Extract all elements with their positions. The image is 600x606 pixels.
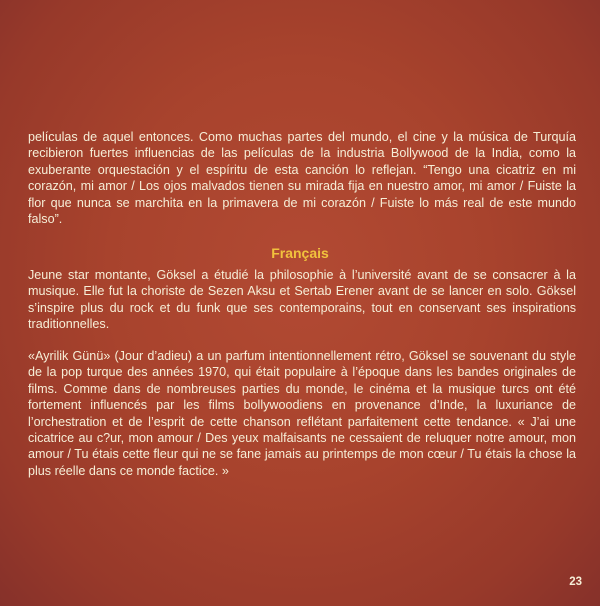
page-number: 23	[569, 576, 582, 588]
french-heading: Français	[271, 245, 329, 261]
spanish-paragraph: películas de aquel entonces. Como muchas partes del mundo, el cine y la música de Turquía recibieron fuertes influencias de las películas de la industria Bollywood de la India, como la exuberante orquestación y el espíritu de esta canción lo reflejan. “Tengo una cicatriz en mi corazón, mi amor / Los ojos malvados tienen su mirada fija en nuestro amor, mi amor / Fuiste la flor que nunca se marchita en la primavera de mi corazón / Fuiste lo más real de este mundo falso”.	[28, 130, 576, 227]
french-paragraph-1: Jeune star montante, Göksel a étudié la philosophie à l’université avant de se consacrer à la musique. Elle fut la choriste de Sezen Aksu et Sertab Erener avant de se lancer en solo. Göksel s’inspire plus du rock et du funk que ses contemporains, tout en conservant ses inspirations traditionnelles.	[28, 268, 576, 332]
french-paragraph-2: «Ayrilik Günü» (Jour d’adieu) a un parfum intentionnellement rétro, Göksel se souvenant du style de la pop turque des années 1970, qui était populaire à l’époque dans les bandes originales de films. Comme dans de nombreuses parties du monde, le cinéma et la musique turcs ont été fortement influencés par les films bollywoodiens en provenance d’Inde, la luxuriance de l’orchestration et de l’esprit de cette chanson reflétant parfaitement cette tendance. « J’ai une cicatrice au c?ur, mon amour / Des yeux malfaisants ne cessaient de reluquer notre amour, mon amour / Tu étais cette fleur qui ne se fane jamais au printemps de mon cœur / Tu étais la chose la plus réelle dans ce monde factice. »	[28, 349, 576, 478]
